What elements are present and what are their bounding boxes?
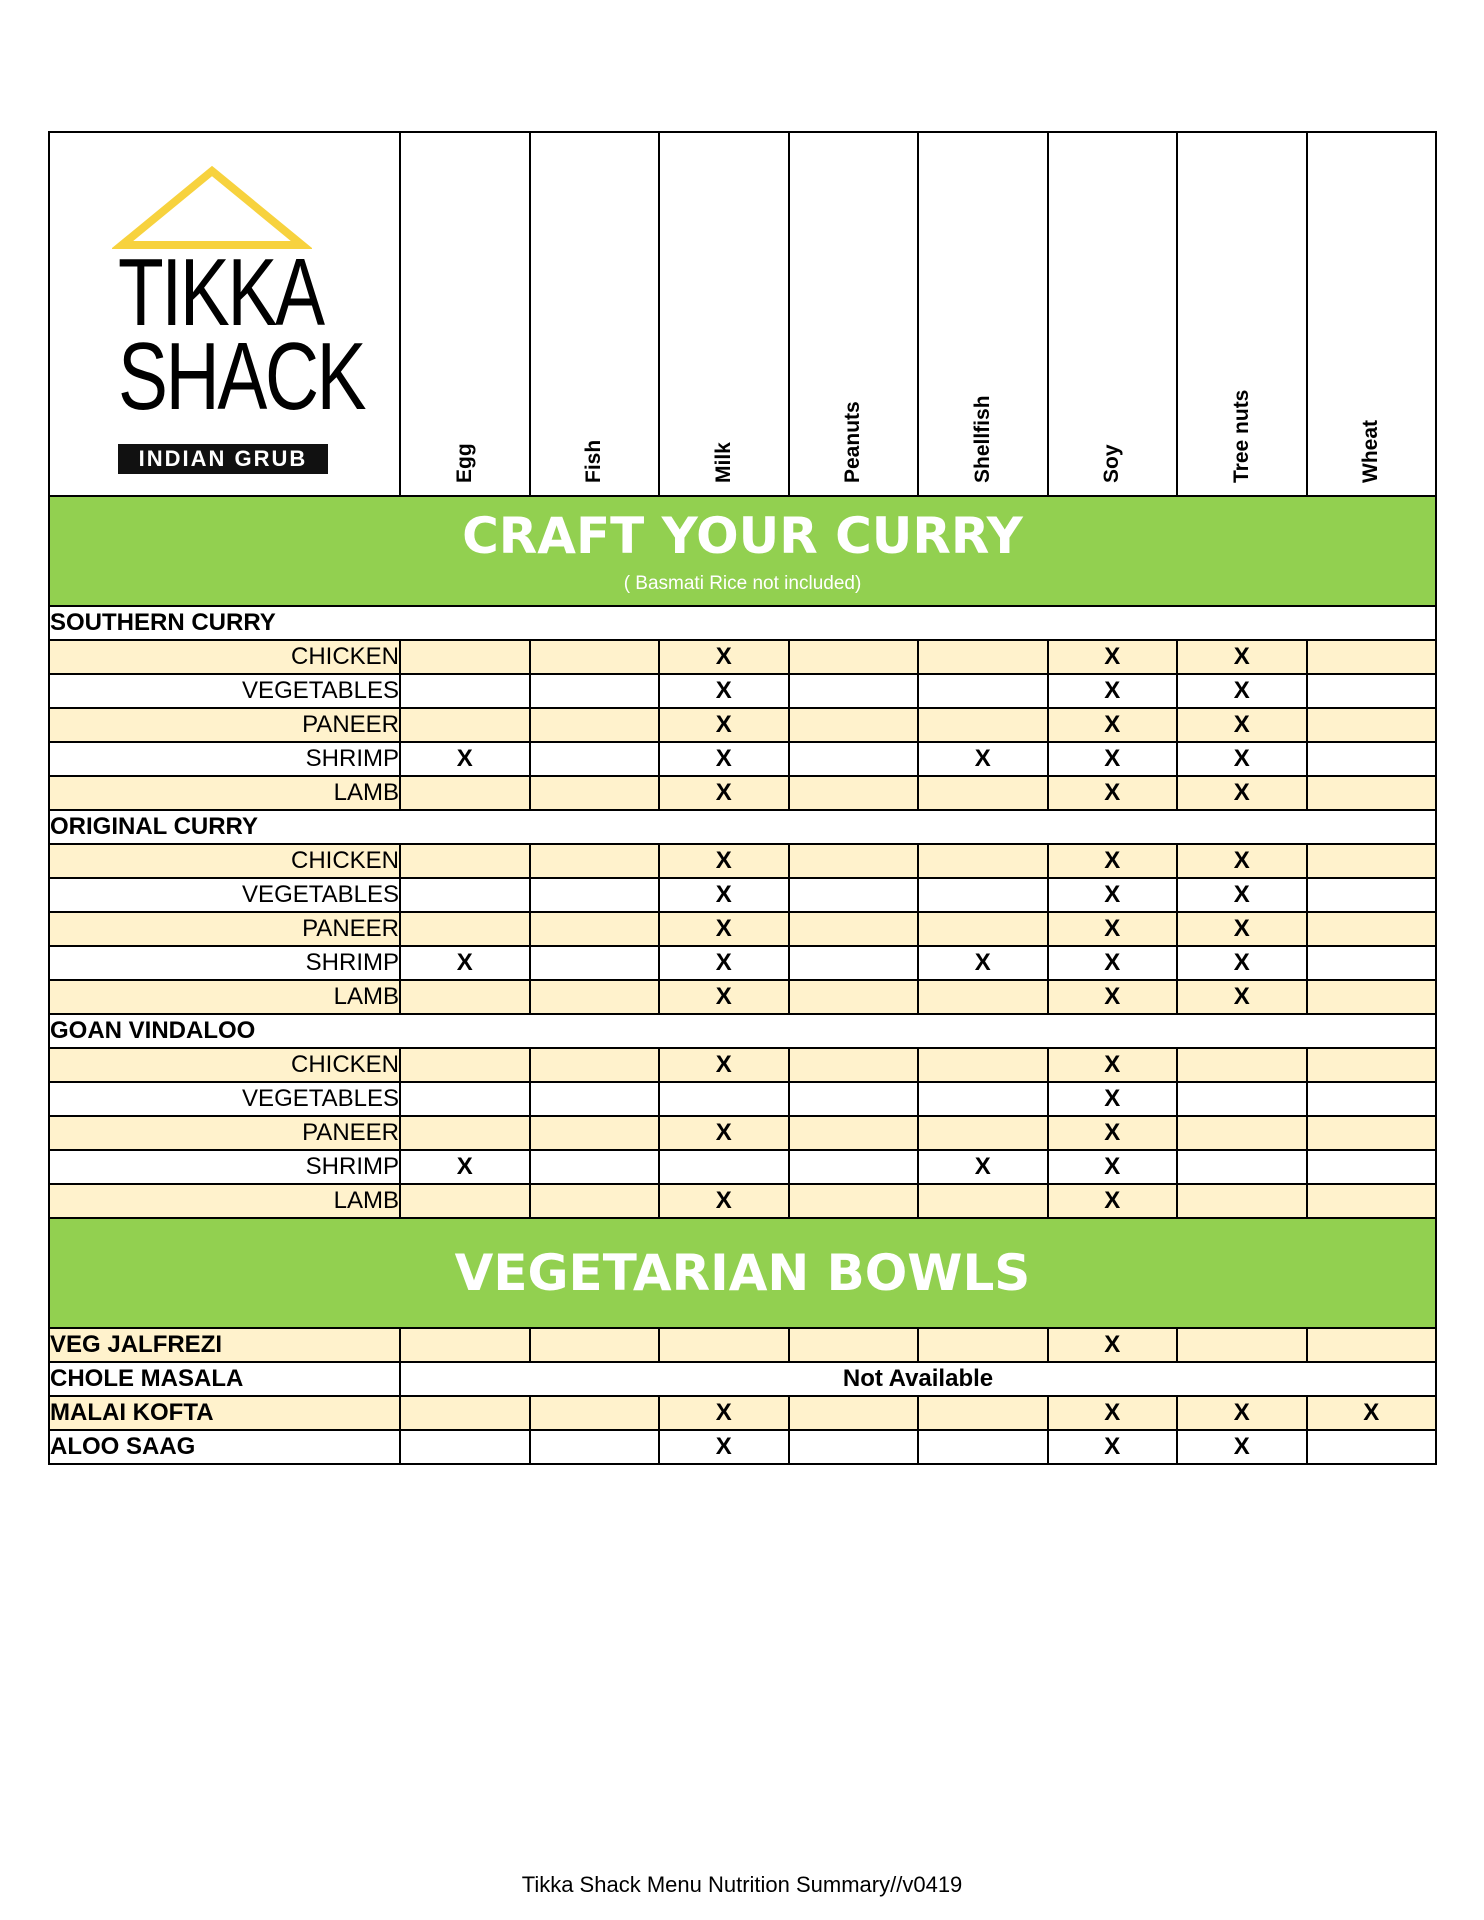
allergen-cell-wheat bbox=[1307, 946, 1437, 980]
menu-item-name: MALAI KOFTA bbox=[49, 1396, 400, 1430]
category-row bbox=[49, 606, 1436, 640]
logo-word-line2: SHACK bbox=[118, 323, 365, 430]
allergen-cell-soy: X bbox=[1048, 980, 1178, 1014]
menu-item-row bbox=[49, 1396, 1436, 1430]
allergen-cell-peanuts bbox=[789, 1048, 919, 1082]
allergen-cell-peanuts bbox=[789, 946, 919, 980]
allergen-cell-peanuts bbox=[789, 1396, 919, 1430]
allergen-cell-fish bbox=[530, 1048, 660, 1082]
menu-item-row bbox=[49, 1082, 1436, 1116]
allergen-cell-milk: X bbox=[659, 1430, 789, 1464]
allergen-cell-tree-nuts: X bbox=[1177, 878, 1307, 912]
category-row bbox=[49, 1014, 1436, 1048]
allergen-cell-peanuts bbox=[789, 912, 919, 946]
allergen-cell-egg bbox=[400, 1396, 530, 1430]
menu-item-row bbox=[49, 1048, 1436, 1082]
allergen-cell-wheat bbox=[1307, 1082, 1437, 1116]
allergen-cell-soy: X bbox=[1048, 1396, 1178, 1430]
allergen-table bbox=[48, 131, 1437, 1465]
allergen-cell-soy: X bbox=[1048, 776, 1178, 810]
allergen-cell-wheat bbox=[1307, 878, 1437, 912]
allergen-cell-milk: X bbox=[659, 912, 789, 946]
allergen-cell-tree-nuts: X bbox=[1177, 776, 1307, 810]
allergen-cell-fish bbox=[530, 1116, 660, 1150]
allergen-cell-milk: X bbox=[659, 1396, 789, 1430]
allergen-cell-egg bbox=[400, 844, 530, 878]
category-name: SOUTHERN CURRY bbox=[49, 606, 1436, 640]
allergen-cell-shellfish: X bbox=[918, 742, 1048, 776]
category-name: ORIGINAL CURRY bbox=[49, 810, 1436, 844]
menu-item-row bbox=[49, 946, 1436, 980]
allergen-cell-tree-nuts: X bbox=[1177, 912, 1307, 946]
section-note: ( Basmati Rice not included) bbox=[623, 573, 862, 594]
menu-item-name: SHRIMP bbox=[49, 742, 400, 776]
allergen-cell-tree-nuts: X bbox=[1177, 980, 1307, 1014]
logo-tagline: INDIAN GRUB bbox=[118, 444, 328, 474]
allergen-cell-peanuts bbox=[789, 708, 919, 742]
allergen-cell-wheat bbox=[1307, 742, 1437, 776]
menu-item-name: LAMB bbox=[49, 980, 400, 1014]
allergen-cell-tree-nuts bbox=[1177, 1184, 1307, 1218]
allergen-cell-wheat bbox=[1307, 1328, 1437, 1362]
menu-item-name: ALOO SAAG bbox=[49, 1430, 400, 1464]
menu-item-name: LAMB bbox=[49, 1184, 400, 1218]
allergen-cell-soy: X bbox=[1048, 878, 1178, 912]
menu-item-name: SHRIMP bbox=[49, 1150, 400, 1184]
allergen-cell-wheat bbox=[1307, 1150, 1437, 1184]
section-title: VEGETARIAN BOWLS bbox=[454, 1244, 1031, 1302]
allergen-cell-fish bbox=[530, 1396, 660, 1430]
allergen-cell-milk: X bbox=[659, 878, 789, 912]
allergen-cell-fish bbox=[530, 1082, 660, 1116]
menu-item-name: PANEER bbox=[49, 1116, 400, 1150]
tikka-shack-logo bbox=[116, 175, 365, 471]
allergen-label: Peanuts bbox=[841, 401, 865, 483]
allergen-cell-wheat bbox=[1307, 708, 1437, 742]
allergen-cell-tree-nuts bbox=[1177, 1328, 1307, 1362]
allergen-cell-fish bbox=[530, 912, 660, 946]
allergen-cell-soy: X bbox=[1048, 1150, 1178, 1184]
allergen-header-fish bbox=[530, 132, 660, 496]
allergen-cell-shellfish: X bbox=[918, 1150, 1048, 1184]
allergen-cell-peanuts bbox=[789, 674, 919, 708]
allergen-cell-egg bbox=[400, 708, 530, 742]
section-header bbox=[49, 496, 1436, 606]
allergen-cell-egg: X bbox=[400, 946, 530, 980]
allergen-cell-wheat bbox=[1307, 776, 1437, 810]
allergen-header-shellfish bbox=[918, 132, 1048, 496]
allergen-cell-milk: X bbox=[659, 776, 789, 810]
allergen-cell-fish bbox=[530, 1328, 660, 1362]
allergen-label: Egg bbox=[452, 443, 476, 483]
allergen-cell-fish bbox=[530, 844, 660, 878]
allergen-cell-tree-nuts bbox=[1177, 1150, 1307, 1184]
allergen-cell-peanuts bbox=[789, 1430, 919, 1464]
allergen-header-tree-nuts bbox=[1177, 132, 1307, 496]
allergen-cell-egg bbox=[400, 1184, 530, 1218]
allergen-cell-shellfish bbox=[918, 1430, 1048, 1464]
allergen-cell-fish bbox=[530, 980, 660, 1014]
allergen-cell-shellfish bbox=[918, 776, 1048, 810]
allergen-cell-milk bbox=[659, 1150, 789, 1184]
allergen-cell-shellfish bbox=[918, 708, 1048, 742]
allergen-cell-fish bbox=[530, 1430, 660, 1464]
allergen-cell-milk: X bbox=[659, 708, 789, 742]
allergen-cell-soy: X bbox=[1048, 912, 1178, 946]
allergen-cell-egg bbox=[400, 1328, 530, 1362]
allergen-cell-shellfish bbox=[918, 640, 1048, 674]
allergen-cell-shellfish bbox=[918, 844, 1048, 878]
allergen-cell-tree-nuts: X bbox=[1177, 1396, 1307, 1430]
menu-item-row bbox=[49, 742, 1436, 776]
allergen-cell-soy: X bbox=[1048, 946, 1178, 980]
allergen-cell-wheat bbox=[1307, 674, 1437, 708]
menu-item-name: VEGETABLES bbox=[49, 878, 400, 912]
allergen-cell-milk bbox=[659, 1082, 789, 1116]
allergen-cell-peanuts bbox=[789, 640, 919, 674]
allergen-cell-egg bbox=[400, 1430, 530, 1464]
allergen-cell-shellfish bbox=[918, 1396, 1048, 1430]
allergen-cell-soy: X bbox=[1048, 1116, 1178, 1150]
allergen-cell-wheat bbox=[1307, 1048, 1437, 1082]
allergen-cell-soy: X bbox=[1048, 640, 1178, 674]
menu-item-row bbox=[49, 912, 1436, 946]
logo-cell bbox=[49, 132, 400, 496]
menu-item-name: PANEER bbox=[49, 912, 400, 946]
allergen-label: Tree nuts bbox=[1229, 389, 1253, 483]
allergen-cell-milk: X bbox=[659, 1048, 789, 1082]
allergen-cell-fish bbox=[530, 708, 660, 742]
allergen-cell-milk: X bbox=[659, 946, 789, 980]
allergen-cell-peanuts bbox=[789, 1116, 919, 1150]
menu-item-name: CHICKEN bbox=[49, 844, 400, 878]
section-banner bbox=[49, 496, 1436, 606]
allergen-cell-shellfish bbox=[918, 1184, 1048, 1218]
allergen-cell-tree-nuts bbox=[1177, 1116, 1307, 1150]
allergen-cell-tree-nuts: X bbox=[1177, 946, 1307, 980]
allergen-cell-tree-nuts: X bbox=[1177, 708, 1307, 742]
menu-item-row bbox=[49, 708, 1436, 742]
allergen-cell-wheat bbox=[1307, 640, 1437, 674]
allergen-cell-shellfish bbox=[918, 1082, 1048, 1116]
allergen-cell-egg bbox=[400, 980, 530, 1014]
allergen-cell-shellfish bbox=[918, 1116, 1048, 1150]
allergen-cell-peanuts bbox=[789, 980, 919, 1014]
allergen-cell-tree-nuts bbox=[1177, 1048, 1307, 1082]
category-row bbox=[49, 810, 1436, 844]
allergen-cell-egg bbox=[400, 1048, 530, 1082]
allergen-cell-peanuts bbox=[789, 776, 919, 810]
allergen-cell-peanuts bbox=[789, 844, 919, 878]
allergen-cell-fish bbox=[530, 1184, 660, 1218]
menu-item-row bbox=[49, 844, 1436, 878]
allergen-cell-tree-nuts: X bbox=[1177, 1430, 1307, 1464]
allergen-cell-milk: X bbox=[659, 844, 789, 878]
allergen-cell-wheat bbox=[1307, 912, 1437, 946]
footer-text: Tikka Shack Menu Nutrition Summary//v0419 bbox=[521, 1872, 963, 1897]
allergen-cell-soy: X bbox=[1048, 674, 1178, 708]
allergen-cell-tree-nuts bbox=[1177, 1082, 1307, 1116]
allergen-label: Shellfish bbox=[970, 395, 994, 483]
menu-item-row bbox=[49, 1150, 1436, 1184]
allergen-cell-soy: X bbox=[1048, 1430, 1178, 1464]
allergen-cell-milk bbox=[659, 1328, 789, 1362]
allergen-cell-peanuts bbox=[789, 1328, 919, 1362]
allergen-cell-fish bbox=[530, 742, 660, 776]
menu-item-row bbox=[49, 980, 1436, 1014]
allergen-cell-wheat bbox=[1307, 1430, 1437, 1464]
allergen-cell-egg bbox=[400, 912, 530, 946]
allergen-cell-milk: X bbox=[659, 640, 789, 674]
allergen-cell-fish bbox=[530, 946, 660, 980]
section-banner bbox=[49, 1218, 1436, 1328]
allergen-cell-milk: X bbox=[659, 980, 789, 1014]
menu-item-row bbox=[49, 1430, 1436, 1464]
allergen-cell-egg bbox=[400, 1082, 530, 1116]
allergen-cell-soy: X bbox=[1048, 1184, 1178, 1218]
section-title: CRAFT YOUR CURRY bbox=[462, 507, 1023, 565]
allergen-cell-peanuts bbox=[789, 742, 919, 776]
allergen-cell-tree-nuts: X bbox=[1177, 640, 1307, 674]
allergen-cell-egg bbox=[400, 776, 530, 810]
allergen-cell-wheat: X bbox=[1307, 1396, 1437, 1430]
section-header bbox=[49, 1218, 1436, 1328]
allergen-cell-milk: X bbox=[659, 742, 789, 776]
allergen-cell-tree-nuts: X bbox=[1177, 742, 1307, 776]
menu-item-row bbox=[49, 640, 1436, 674]
menu-item-name: CHOLE MASALA bbox=[49, 1362, 400, 1396]
menu-item-name: CHICKEN bbox=[49, 1048, 400, 1082]
menu-item-row bbox=[49, 1362, 1436, 1396]
menu-item-name: LAMB bbox=[49, 776, 400, 810]
allergen-cell-wheat bbox=[1307, 1116, 1437, 1150]
menu-item-row bbox=[49, 1116, 1436, 1150]
allergen-cell-soy: X bbox=[1048, 742, 1178, 776]
allergen-label: Wheat bbox=[1359, 420, 1383, 483]
allergen-cell-shellfish bbox=[918, 878, 1048, 912]
logo-word-line1: TIKKA bbox=[118, 239, 323, 346]
allergen-cell-egg bbox=[400, 878, 530, 912]
allergen-cell-soy: X bbox=[1048, 1082, 1178, 1116]
menu-item-row bbox=[49, 1184, 1436, 1218]
menu-item-row bbox=[49, 776, 1436, 810]
header-row bbox=[49, 132, 1436, 496]
allergen-label: Soy bbox=[1100, 444, 1124, 483]
menu-item-row bbox=[49, 878, 1436, 912]
allergen-cell-egg: X bbox=[400, 1150, 530, 1184]
allergen-cell-soy: X bbox=[1048, 1328, 1178, 1362]
allergen-cell-shellfish: X bbox=[918, 946, 1048, 980]
allergen-cell-wheat bbox=[1307, 844, 1437, 878]
not-available-note: Not Available bbox=[400, 1362, 1436, 1396]
allergen-cell-fish bbox=[530, 776, 660, 810]
allergen-cell-egg bbox=[400, 674, 530, 708]
allergen-cell-peanuts bbox=[789, 1184, 919, 1218]
allergen-cell-fish bbox=[530, 878, 660, 912]
allergen-header-milk bbox=[659, 132, 789, 496]
menu-item-name: PANEER bbox=[49, 708, 400, 742]
allergen-cell-soy: X bbox=[1048, 1048, 1178, 1082]
allergen-cell-fish bbox=[530, 674, 660, 708]
allergen-cell-peanuts bbox=[789, 1150, 919, 1184]
allergen-cell-milk: X bbox=[659, 1184, 789, 1218]
menu-item-name: SHRIMP bbox=[49, 946, 400, 980]
menu-item-name: VEGETABLES bbox=[49, 674, 400, 708]
allergen-cell-shellfish bbox=[918, 1328, 1048, 1362]
allergen-cell-shellfish bbox=[918, 912, 1048, 946]
allergen-cell-fish bbox=[530, 640, 660, 674]
allergen-cell-tree-nuts: X bbox=[1177, 674, 1307, 708]
allergen-header-egg bbox=[400, 132, 530, 496]
allergen-cell-shellfish bbox=[918, 674, 1048, 708]
menu-item-name: CHICKEN bbox=[49, 640, 400, 674]
allergen-cell-soy: X bbox=[1048, 844, 1178, 878]
allergen-cell-shellfish bbox=[918, 980, 1048, 1014]
allergen-cell-fish bbox=[530, 1150, 660, 1184]
menu-item-row bbox=[49, 1328, 1436, 1362]
allergen-cell-wheat bbox=[1307, 1184, 1437, 1218]
allergen-label: Milk bbox=[711, 442, 735, 483]
allergen-cell-milk: X bbox=[659, 674, 789, 708]
allergen-cell-wheat bbox=[1307, 980, 1437, 1014]
menu-item-row bbox=[49, 674, 1436, 708]
allergen-cell-soy: X bbox=[1048, 708, 1178, 742]
allergen-cell-milk: X bbox=[659, 1116, 789, 1150]
allergen-cell-egg bbox=[400, 1116, 530, 1150]
category-name: GOAN VINDALOO bbox=[49, 1014, 1436, 1048]
allergen-cell-egg: X bbox=[400, 742, 530, 776]
allergen-cell-peanuts bbox=[789, 878, 919, 912]
allergen-cell-shellfish bbox=[918, 1048, 1048, 1082]
menu-item-name: VEGETABLES bbox=[49, 1082, 400, 1116]
allergen-cell-peanuts bbox=[789, 1082, 919, 1116]
allergen-header-soy bbox=[1048, 132, 1178, 496]
allergen-label: Fish bbox=[582, 439, 606, 483]
menu-item-name: VEG JALFREZI bbox=[49, 1328, 400, 1362]
allergen-cell-egg bbox=[400, 640, 530, 674]
allergen-header-wheat bbox=[1307, 132, 1437, 496]
allergen-header-peanuts bbox=[789, 132, 919, 496]
allergen-cell-tree-nuts: X bbox=[1177, 844, 1307, 878]
